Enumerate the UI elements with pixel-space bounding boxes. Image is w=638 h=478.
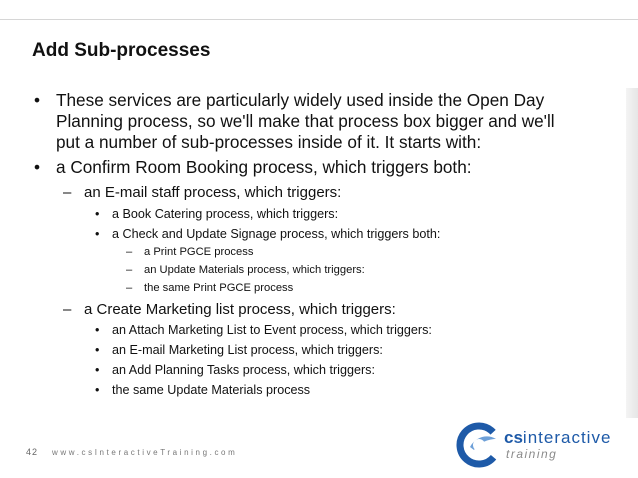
- sub-bullet-text: a Create Marketing list process, which triggers:: [84, 301, 396, 318]
- level4-text: a Print PGCE process: [144, 246, 254, 258]
- level4-text: an Update Materials process, which triggers:: [144, 264, 365, 276]
- bullet-text-line: put a number of sub-processes inside of it. It starts with:: [56, 132, 482, 152]
- bullet-marker: •: [95, 343, 100, 357]
- sub-bullet-item: [63, 184, 342, 202]
- bullet-marker: •: [95, 383, 100, 397]
- sub-sub-bullet-item: [95, 322, 432, 338]
- sub-sub-bullet-item: [95, 362, 375, 378]
- sub-sub-bullet-text: an Attach Marketing List to Event process, which triggers:: [112, 323, 432, 337]
- bullet-text-line: These services are particularly widely used inside the Open Day: [56, 90, 545, 110]
- bullet-marker: •: [34, 90, 41, 110]
- bullet-marker: •: [34, 157, 41, 177]
- bullet-text-line: a Confirm Room Booking process, which triggers both:: [56, 157, 472, 177]
- bullet-text-line: Planning process, so we'll make that process box bigger and we'll: [56, 111, 555, 131]
- level4-item: [126, 245, 254, 259]
- sub-sub-bullet-text: a Book Catering process, which triggers:: [112, 207, 339, 221]
- dash-marker: –: [126, 246, 133, 258]
- bullet-marker: •: [95, 207, 100, 221]
- sub-sub-bullet-text: a Check and Update Signage process, which triggers both:: [112, 227, 441, 241]
- sub-sub-bullet-text: an E-mail Marketing List process, which triggers:: [112, 343, 383, 357]
- logo-training-text: training: [506, 447, 558, 461]
- side-decoration: [626, 88, 638, 418]
- sub-bullet-text: an E-mail staff process, which triggers:: [84, 184, 342, 201]
- sub-sub-bullet-text: the same Update Materials process: [112, 383, 311, 397]
- sub-sub-bullet-item: [95, 206, 339, 222]
- sub-sub-bullet-item: [95, 382, 311, 398]
- page-number: 42: [26, 447, 39, 457]
- cs-logo-mark-icon: [456, 422, 502, 468]
- logo-cs-text: cs: [504, 428, 523, 447]
- sub-sub-bullet-text: an Add Planning Tasks process, which triggers:: [112, 363, 375, 377]
- level4-item: [126, 263, 365, 277]
- dash-marker: –: [63, 184, 72, 201]
- sub-sub-bullet-item: [95, 226, 441, 242]
- bullet-item: [34, 90, 555, 153]
- cs-interactive-logo: [456, 422, 636, 470]
- footer-url: www.csInteractiveTraining.com: [52, 448, 238, 457]
- slide-title: Add Sub-processes: [32, 40, 211, 61]
- level4-item: [126, 281, 294, 295]
- level4-text: the same Print PGCE process: [144, 282, 294, 294]
- bullet-marker: •: [95, 227, 100, 241]
- logo-interactive-text: interactive: [522, 428, 612, 447]
- top-divider: [0, 19, 638, 20]
- sub-sub-bullet-item: [95, 342, 383, 358]
- logo-wordmark: [504, 428, 611, 448]
- dash-marker: –: [63, 301, 72, 318]
- dash-marker: –: [126, 282, 133, 294]
- dash-marker: –: [126, 264, 133, 276]
- bullet-item: [34, 157, 472, 178]
- sub-bullet-item: [63, 301, 396, 319]
- bullet-marker: •: [95, 363, 100, 377]
- bullet-marker: •: [95, 323, 100, 337]
